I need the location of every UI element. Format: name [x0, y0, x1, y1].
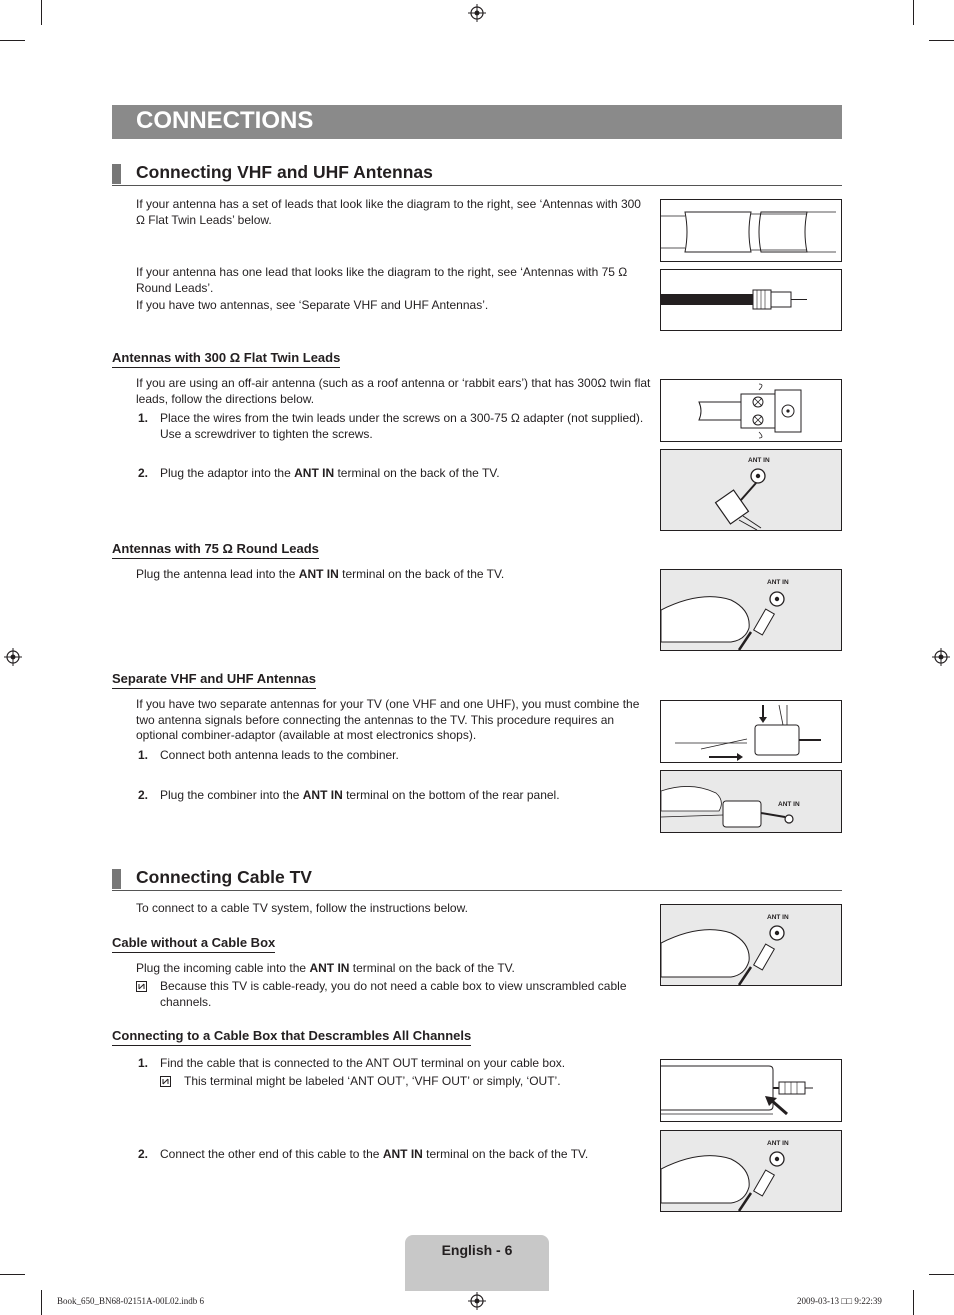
figure-300-75-adapter	[660, 379, 842, 442]
subsection-title-round-leads: Antennas with 75 Ω Round Leads	[112, 541, 319, 559]
section-title: Connecting Cable TV	[136, 867, 312, 887]
title-banner	[112, 105, 842, 139]
label-ant-in: ANT IN	[767, 914, 789, 921]
crop-mark	[929, 40, 954, 41]
subsection-title-flat-twin: Antennas with 300 Ω Flat Twin Leads	[112, 350, 340, 368]
step-text: Connect the other end of this cable to the ANT IN terminal on the back of the TV.	[160, 1147, 589, 1161]
step-number: 2.	[138, 1147, 149, 1161]
figure-combiner-into-ant-in	[660, 770, 842, 833]
step-text: Connect both antenna leads to the combiner.	[160, 748, 399, 762]
label-ant-in: ANT IN	[767, 579, 789, 586]
footer-page-tab	[405, 1235, 549, 1291]
step-number: 1.	[138, 411, 149, 425]
page-number: English - 6	[441, 1242, 513, 1258]
note-text: This terminal might be labeled ‘ANT OUT’, ‘VHF OUT’ or simply, ‘OUT’.	[184, 1074, 561, 1088]
flat-twin-intro: If you are using an off-air antenna (such as a roof antenna or ‘rabbit ears’) that has 300Ω twin flat leads, follow the directions below.	[136, 376, 651, 406]
figure-cable-into-ant-in	[660, 904, 842, 986]
registration-mark-icon	[4, 648, 22, 666]
crop-mark	[41, 0, 42, 25]
no-box-text: Plug the incoming cable into the ANT IN terminal on the back of the TV.	[136, 961, 515, 975]
label-ant-in: ANT IN	[767, 1140, 789, 1147]
section-heading-vhf-uhf	[112, 163, 842, 186]
crop-mark	[913, 0, 914, 25]
print-slug-left: Book_650_BN68-02151A-00L02.indb 6	[57, 1296, 204, 1306]
figure-cable-box	[660, 1059, 842, 1122]
crop-mark	[0, 1274, 25, 1275]
registration-mark-icon	[932, 648, 950, 666]
section-title: Connecting VHF and UHF Antennas	[136, 162, 433, 182]
section-bar	[112, 164, 121, 184]
step-number: 1.	[138, 748, 149, 762]
label-ant-in: ANT IN	[778, 801, 800, 808]
crop-mark	[41, 1290, 42, 1315]
figure-box-cable-into-ant-in	[660, 1130, 842, 1212]
crop-mark	[929, 1274, 954, 1275]
step-number: 1.	[138, 1056, 149, 1070]
page-title: CONNECTIONS	[136, 107, 314, 134]
section-bar	[112, 869, 121, 889]
note-icon	[136, 981, 147, 992]
note-icon	[160, 1076, 171, 1087]
registration-mark-icon	[468, 1292, 486, 1310]
note-text: Because this TV is cable-ready, you do not need a cable box to view unscrambled cable channels.	[160, 979, 627, 1009]
print-slug-right: 2009-03-13 □□ 9:22:39	[797, 1296, 882, 1306]
separate-intro: If you have two separate antennas for your TV (one VHF and one UHF), you must combine the two antenna signals before connecting the antennas to the TV. This procedure requires an optional combiner-adaptor (available at most electronics shops).	[136, 697, 640, 742]
crop-mark	[0, 40, 25, 41]
step-text: Find the cable that is connected to the ANT OUT terminal on your cable box.	[160, 1056, 566, 1070]
figure-combiner	[660, 700, 842, 763]
cable-tv-intro: To connect to a cable TV system, follow the instructions below.	[136, 901, 468, 915]
figure-adapter-into-ant-in	[660, 449, 842, 531]
vhf-intro-1: If your antenna has a set of leads that look like the diagram to the right, see ‘Antennas with 300 Ω Flat Twin Leads’ below.	[136, 197, 641, 227]
vhf-intro-3: If you have two antennas, see ‘Separate VHF and UHF Antennas’.	[136, 298, 489, 312]
step-text: Plug the adaptor into the ANT IN terminal on the back of the TV.	[160, 466, 500, 480]
step-text: Plug the combiner into the ANT IN terminal on the bottom of the rear panel.	[160, 788, 560, 802]
figure-flat-twin-lead	[660, 199, 842, 262]
step-text: Place the wires from the twin leads under the screws on a 300-75 Ω adapter (not supplied). Use a screwdriver to tighten the screws.	[160, 411, 644, 441]
round-leads-text: Plug the antenna lead into the ANT IN terminal on the back of the TV.	[136, 567, 505, 581]
label-ant-in: ANT IN	[748, 457, 770, 464]
step-number: 2.	[138, 788, 149, 802]
figure-round-lead	[660, 269, 842, 331]
subsection-title-no-box: Cable without a Cable Box	[112, 935, 275, 953]
registration-mark-icon	[468, 4, 486, 22]
vhf-intro-2: If your antenna has one lead that looks like the diagram to the right, see ‘Antennas with 75 Ω Round Leads’.	[136, 265, 628, 295]
subsection-title-separate: Separate VHF and UHF Antennas	[112, 671, 316, 689]
section-heading-cable-tv	[112, 868, 842, 891]
crop-mark	[913, 1290, 914, 1315]
figure-round-lead-into-ant-in	[660, 569, 842, 651]
subsection-title-descrambler: Connecting to a Cable Box that Descrambles All Channels	[112, 1028, 471, 1046]
step-number: 2.	[138, 466, 149, 480]
